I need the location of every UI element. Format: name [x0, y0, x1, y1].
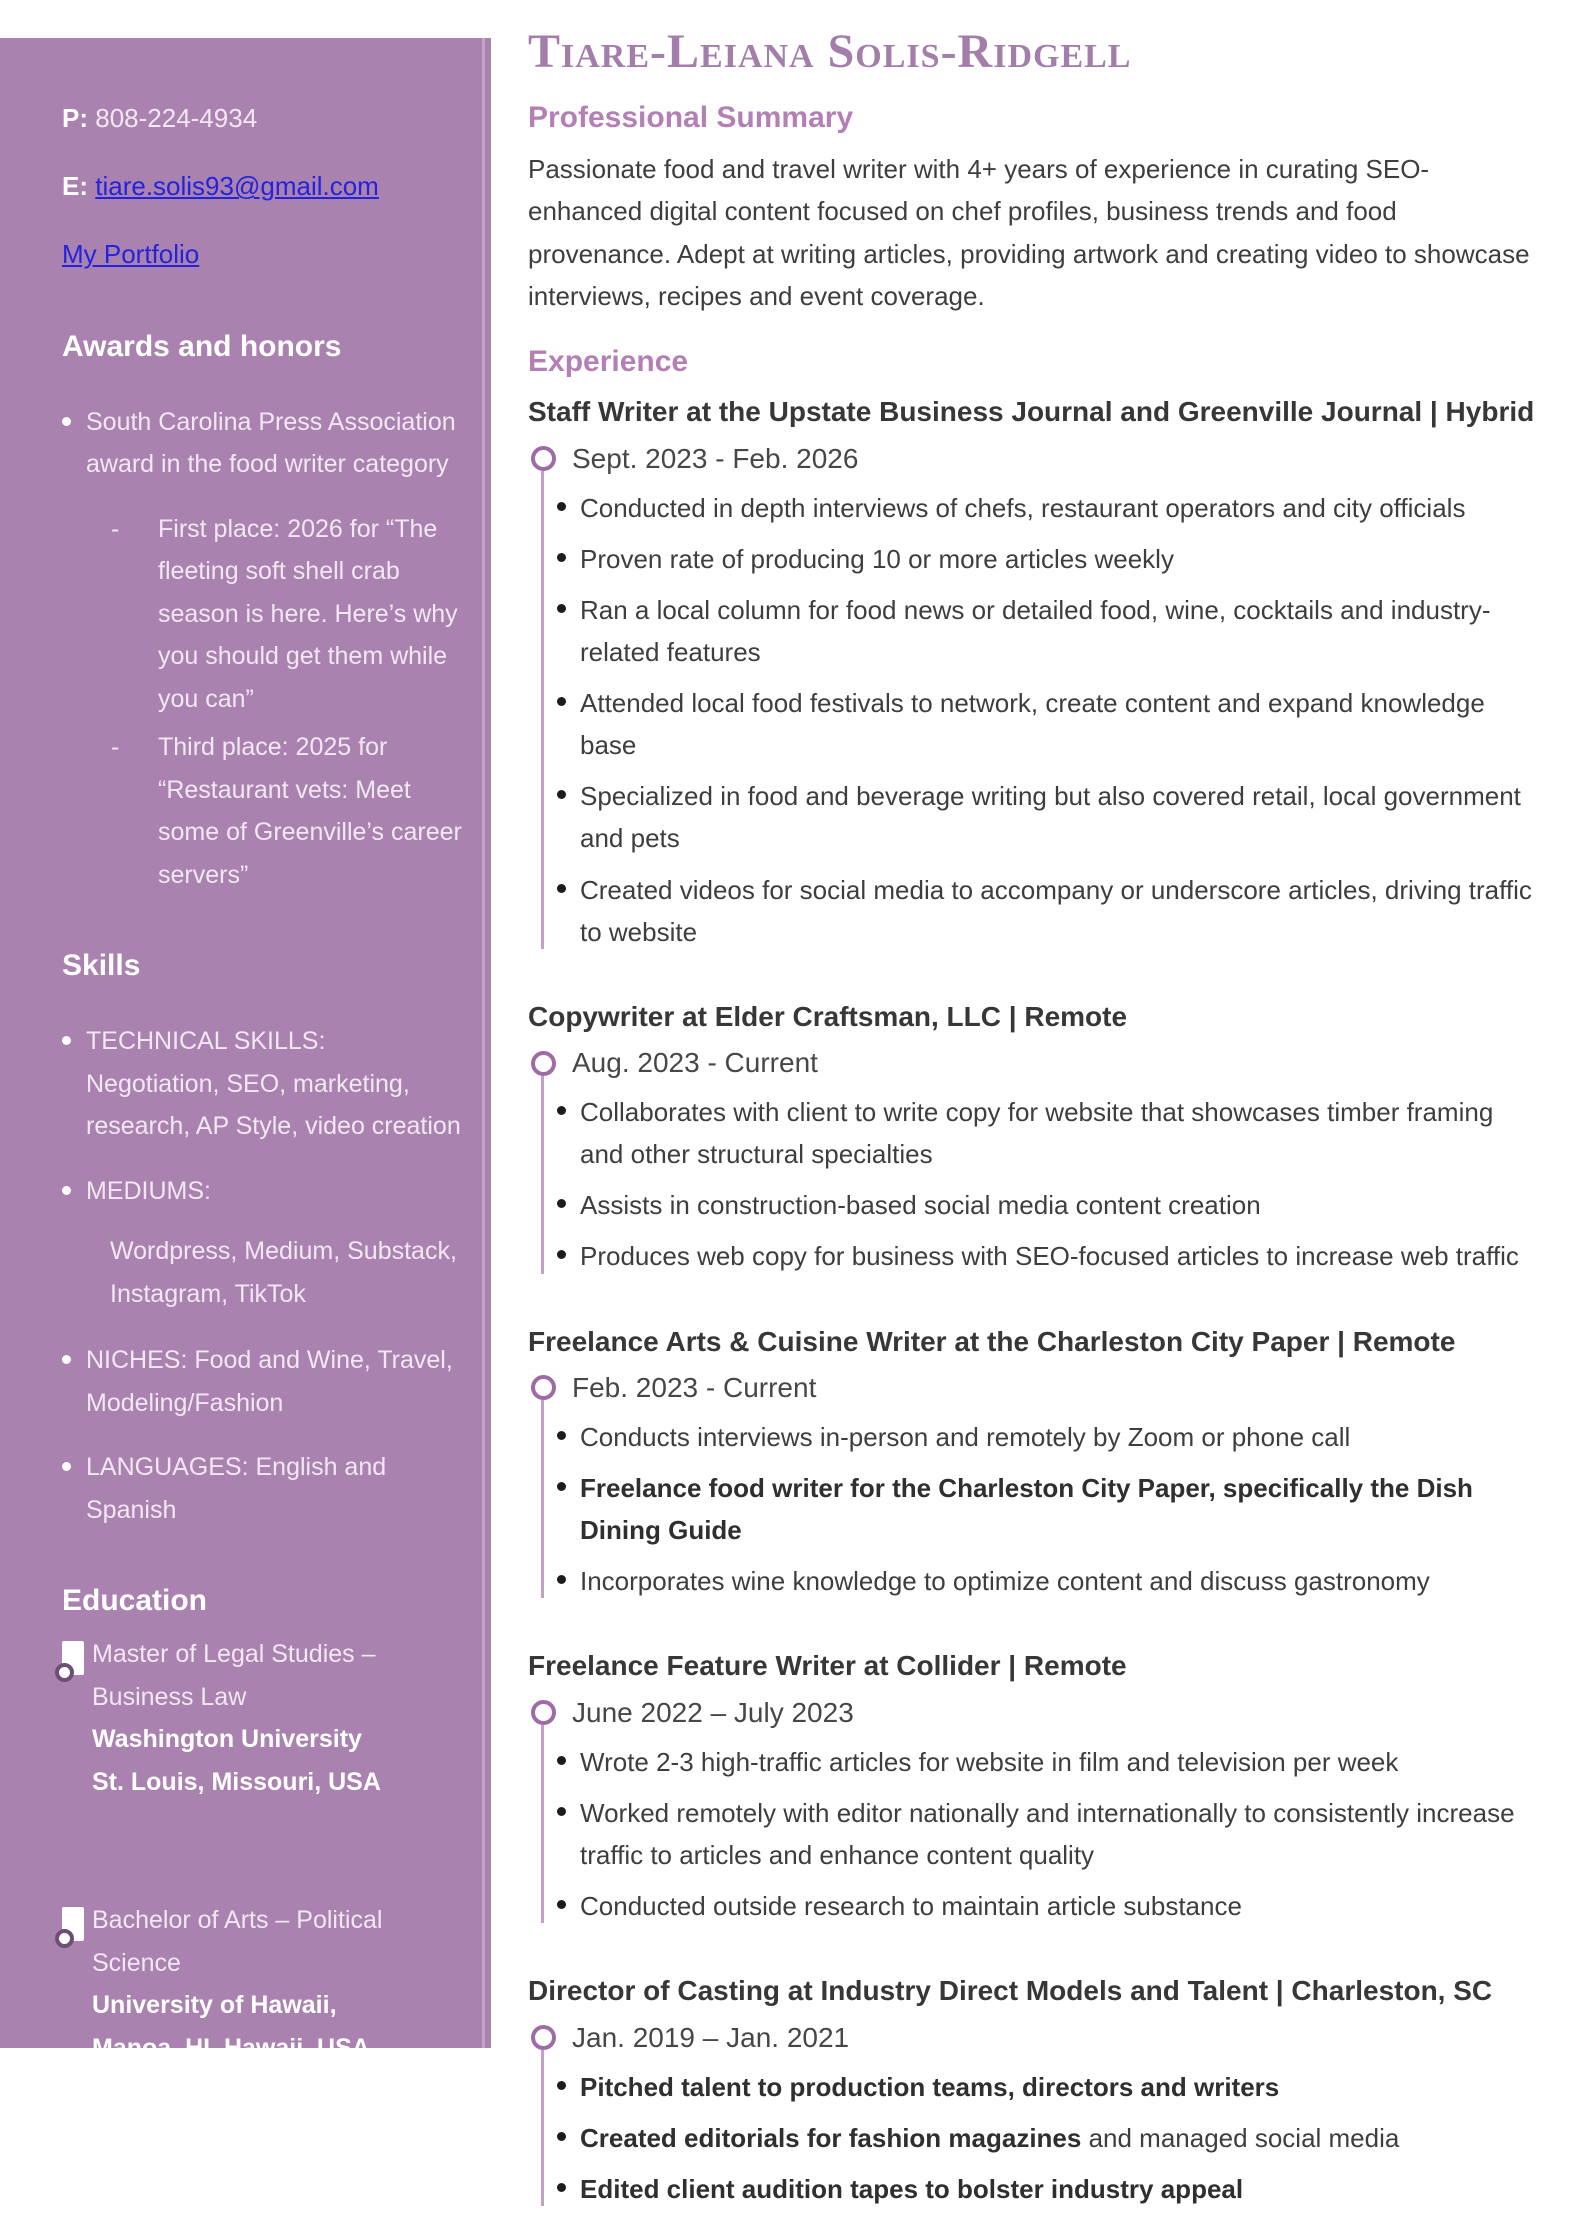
school-name: Washington University	[92, 1725, 362, 1754]
job-bullet-text: Created videos for social media to accompany or underscore articles, driving traffic to website	[580, 874, 1532, 947]
job-bullets	[528, 487, 1542, 953]
medal-icon	[62, 1641, 84, 1675]
experience-job	[528, 1648, 1542, 1927]
phone-row	[62, 96, 465, 140]
sidebar-content	[0, 38, 491, 2069]
skill-item-text: TECHNICAL SKILLS: Negotiation, SEO, marketing, research, AP Style, video creation	[86, 1027, 461, 1141]
job-bullet	[556, 487, 1542, 529]
email-row	[62, 164, 465, 208]
portfolio-row	[62, 232, 465, 276]
job-bullet	[556, 1235, 1542, 1277]
job-title: Freelance Feature Writer at Collider | Remote	[528, 1650, 1127, 1682]
email-label: E:	[62, 171, 88, 202]
timeline-dot-icon	[531, 1051, 556, 1076]
job-bullet	[556, 1416, 1542, 1458]
job-date	[528, 1697, 1542, 1729]
timeline-dot-icon	[531, 1375, 556, 1400]
job-bullet-text: Conducted outside research to maintain article substance	[580, 1891, 1242, 1922]
job-bullet-text: Freelance food writer for the Charleston City Paper, specifically the Dish Dining Guide	[580, 1473, 1473, 1546]
skills-heading: Skills	[62, 949, 141, 983]
awards-list	[62, 401, 465, 897]
job-bullet-text: Pitched talent to production teams, directors and writers	[580, 2071, 1280, 2102]
job-bullet	[556, 2168, 1542, 2210]
job-date-text: Feb. 2023 - Current	[572, 1371, 817, 1403]
job-bullet-text: Produces web copy for business with SEO-focused articles to increase web traffic	[580, 1241, 1519, 1272]
job-bullet	[556, 1467, 1542, 1551]
education-entry	[62, 1633, 465, 1803]
awards-heading: Awards and honors	[62, 329, 342, 363]
job-bullets	[528, 1091, 1542, 1277]
job-title: Director of Casting at Industry Direct Models and Talent | Charleston, SC	[528, 1975, 1493, 2007]
education-heading: Education	[62, 1584, 208, 1618]
job-bullet	[556, 1792, 1542, 1876]
degree: Bachelor of Arts – Political Science	[92, 1906, 383, 1977]
job-date	[528, 1047, 1542, 1079]
job-title: Copywriter at Elder Craftsman, LLC | Remote	[528, 1000, 1128, 1032]
job-date	[528, 2022, 1542, 2054]
job-date-text: June 2022 – July 2023	[572, 1696, 854, 1728]
page-title: Tiare-Leiana Solis-Ridgell	[528, 25, 1132, 78]
portfolio-link[interactable]: My Portfolio	[62, 239, 200, 270]
job-date	[528, 1372, 1542, 1404]
job-bullets	[528, 1741, 1542, 1927]
sidebar	[0, 38, 491, 2062]
education-list	[62, 1633, 465, 2069]
school-location: St. Louis, Missouri, USA	[92, 1767, 381, 1796]
job-bullet	[556, 1184, 1542, 1226]
job-bullets	[528, 1416, 1542, 1602]
job-bullet-text: Attended local food festivals to network, create content and expand knowledge base	[580, 688, 1485, 761]
experience-job	[528, 999, 1542, 1278]
job-bullet	[556, 682, 1542, 766]
skill-item-text: NICHES: Food and Wine, Travel, Modeling/Fashion	[86, 1346, 453, 1417]
award-item-text: South Carolina Press Association award in the food writer category	[86, 407, 456, 479]
education-entry-text	[92, 1633, 465, 1803]
timeline-dot-icon	[531, 1700, 556, 1725]
job-bullet	[556, 1091, 1542, 1175]
jobs	[528, 394, 1542, 2210]
job-timeline	[528, 2022, 1542, 2210]
job-title: Staff Writer at the Upstate Business Journal and Greenville Journal | Hybrid	[528, 396, 1535, 428]
summary-text: Passionate food and travel writer with 4+ years of experience in curating SEO-enhanced digital content focused on chef profiles, business trends and food provenance. Adept at writing articles, providing artwork and creating video to showcase interviews, recipes and event coverage.	[528, 154, 1530, 311]
job-bullet	[556, 1560, 1542, 1602]
job-bullet-text: Collaborates with client to write copy for website that showcases timber framing and other structural specialties	[580, 1097, 1494, 1170]
skill-item-text: MEDIUMS:	[86, 1176, 211, 1205]
job-bullet	[556, 775, 1542, 859]
degree: Master of Legal Studies – Business Law	[92, 1640, 376, 1711]
timeline-dot-icon	[531, 446, 556, 471]
timeline-dot-icon	[531, 2025, 556, 2050]
email-link[interactable]: tiare.solis93@gmail.com	[95, 171, 379, 202]
award-sublist	[86, 508, 465, 897]
job-timeline	[528, 1697, 1542, 1927]
job-bullet-text: Created editorials for fashion magazines	[580, 2122, 1082, 2153]
experience-job	[528, 394, 1542, 952]
job-bullet-text: Assists in construction-based social media content creation	[580, 1190, 1261, 1221]
job-bullet	[556, 1885, 1542, 1927]
job-bullet-text: Specialized in food and beverage writing but also covered retail, local government and pets	[580, 781, 1521, 854]
education-entry	[62, 1899, 465, 2069]
experience-heading: Experience	[528, 344, 689, 378]
experience-job	[528, 1973, 1542, 2210]
education-entry-text	[92, 1899, 465, 2069]
job-bullet-text: Conducts interviews in-person and remotely by Zoom or phone call	[580, 1421, 1351, 1452]
skills-list	[62, 1020, 465, 1531]
phone-label: P:	[62, 103, 88, 133]
job-date-text: Sept. 2023 - Feb. 2026	[572, 442, 859, 474]
skill-sublist: Wordpress, Medium, Substack, Instagram, TikTok	[110, 1237, 457, 1308]
job-bullet	[556, 869, 1542, 953]
job-bullet-text: and managed social media	[1081, 2122, 1400, 2153]
award-item	[62, 401, 465, 897]
job-bullet-text: Incorporates wine knowledge to optimize content and discuss gastronomy	[580, 1566, 1430, 1597]
main-content	[528, 0, 1542, 2219]
job-bullet-text: Wrote 2-3 high-traffic articles for website in film and television per week	[580, 1746, 1399, 1777]
job-title: Freelance Arts & Cuisine Writer at the Charleston City Paper | Remote	[528, 1325, 1456, 1357]
job-timeline	[528, 1047, 1542, 1277]
job-bullet-text: Proven rate of producing 10 or more articles weekly	[580, 543, 1174, 574]
job-bullet	[556, 538, 1542, 580]
skill-item	[62, 1446, 465, 1531]
medal-icon	[62, 1907, 84, 1941]
summary-heading: Professional Summary	[528, 100, 854, 134]
job-timeline	[528, 1372, 1542, 1602]
job-bullet-text: Ran a local column for food news or detailed food, wine, cocktails and industry-related features	[580, 594, 1491, 667]
phone-number: 808-224-4934	[95, 103, 258, 133]
job-date-text: Jan. 2019 – Jan. 2021	[572, 2021, 850, 2053]
job-bullet	[556, 589, 1542, 673]
skill-item	[62, 1339, 465, 1424]
school-name: University of Hawaii,	[92, 1991, 337, 2020]
job-bullets	[528, 2066, 1542, 2210]
job-bullet-text: Conducted in depth interviews of chefs, restaurant operators and city officials	[580, 492, 1466, 523]
job-date	[528, 443, 1542, 475]
experience-job	[528, 1324, 1542, 1603]
job-bullet	[556, 2066, 1542, 2108]
skill-item	[62, 1170, 465, 1316]
job-bullet	[556, 2117, 1542, 2159]
skill-item-text: LANGUAGES: English and Spanish	[86, 1453, 387, 1524]
award-subitem: - First place: 2026 for “The fleeting soft shell crab season is here. Here’s why you should get them while you can”	[111, 508, 465, 721]
skill-item	[62, 1020, 465, 1148]
award-subitem: - Third place: 2025 for “Restaurant vets: Meet some of Greenville’s career servers”	[111, 726, 465, 896]
job-date-text: Aug. 2023 - Current	[572, 1047, 818, 1079]
job-bullet-text: Edited client audition tapes to bolster industry appeal	[580, 2173, 1244, 2204]
school-location: Manoa, HI, Hawaii, USA	[92, 2033, 370, 2062]
job-bullet-text: Worked remotely with editor nationally and internationally to consistently increase traffic to articles and enhance content quality	[580, 1797, 1515, 1870]
job-timeline	[528, 443, 1542, 953]
job-bullet	[556, 1741, 1542, 1783]
